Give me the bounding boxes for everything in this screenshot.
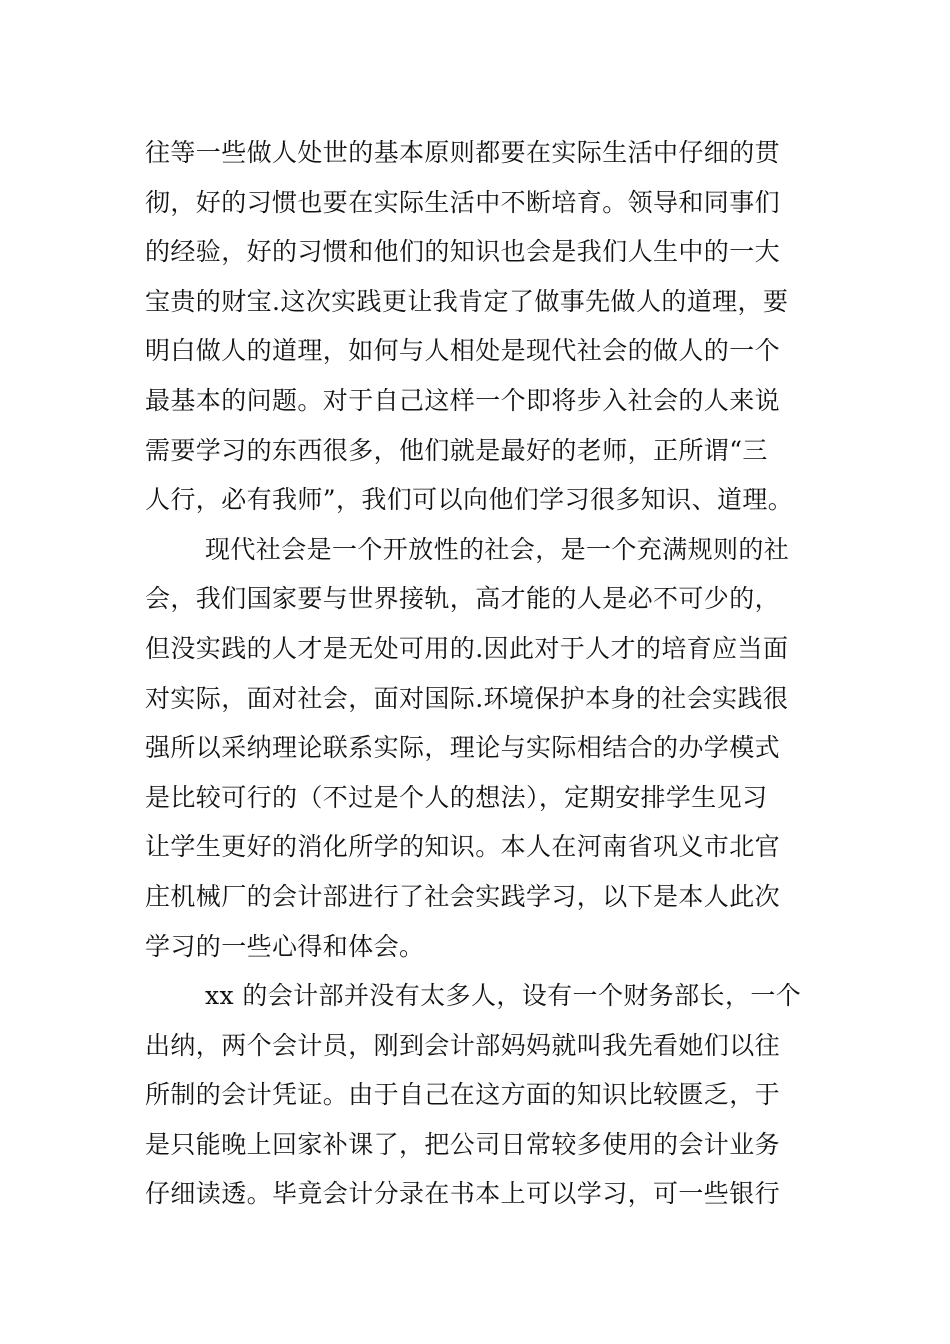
text-line-8: 人行，必有我师”，我们可以向他们学习很多知识、道理。 [145, 485, 794, 515]
text-line-17: 学习的一些心得和体会。 [145, 931, 425, 961]
text-line-1: 往等一些做人处世的基本原则都要在实际生活中仔细的贯 [145, 138, 781, 167]
paragraph-2-start: 现代社会是一个开放性的社会，是一个充满规则的社 [205, 534, 790, 564]
text-line-16: 庄机械厂的会计部进行了社会实践学习，以下是本人此次 [145, 881, 781, 911]
text-line-21: 是只能晚上回家补课了，把公司日常较多使用的会计业务 [145, 1129, 781, 1159]
text-line-19: 出纳，两个会计员，刚到会计部妈妈就叫我先看她们以往 [145, 1030, 781, 1060]
text-line-6: 最基本的问题。对于自己这样一个即将步入社会的人来说 [145, 385, 781, 415]
text-line-7: 需要学习的东西很多，他们就是最好的老师，正所谓“三 [145, 435, 768, 465]
text-line-11: 但没实践的人才是无处可用的.因此对于人才的培育应当面 [145, 633, 789, 663]
text-line-14: 是比较可行的（不过是个人的想法），定期安排学生见习 [145, 782, 768, 812]
text-line-13: 强所以采纳理论联系实际，理论与实际相结合的办学模式 [145, 733, 781, 763]
text-line-15: 让学生更好的消化所学的知识。本人在河南省巩义市北官 [145, 832, 781, 862]
text-line-12: 对实际，面对社会，面对国际.环境保护本身的社会实践很 [145, 683, 789, 713]
text-line-4: 宝贵的财宝.这次实践更让我肯定了做事先做人的道理，要 [145, 286, 789, 316]
text-line-5: 明白做人的道理，如何与人相处是现代社会的做人的一个 [145, 336, 781, 366]
text-line-2: 彻，好的习惯也要在实际生活中不断培育。领导和同事们 [145, 187, 781, 217]
text-line-22: 仔细读透。毕竟会计分录在书本上可以学习，可一些银行 [145, 1179, 781, 1209]
text-line-20: 所制的会计凭证。由于自己在这方面的知识比较匮乏，于 [145, 1080, 781, 1110]
document-body [145, 128, 810, 1219]
paragraph-3-start: xx 的会计部并没有太多人，设有一个财务部长，一个 [205, 981, 802, 1011]
text-line-3: 的经验，好的习惯和他们的知识也会是我们人生中的一大 [145, 237, 781, 267]
text-line-10: 会，我们国家要与世界接轨，高才能的人是必不可少的， [145, 584, 781, 614]
